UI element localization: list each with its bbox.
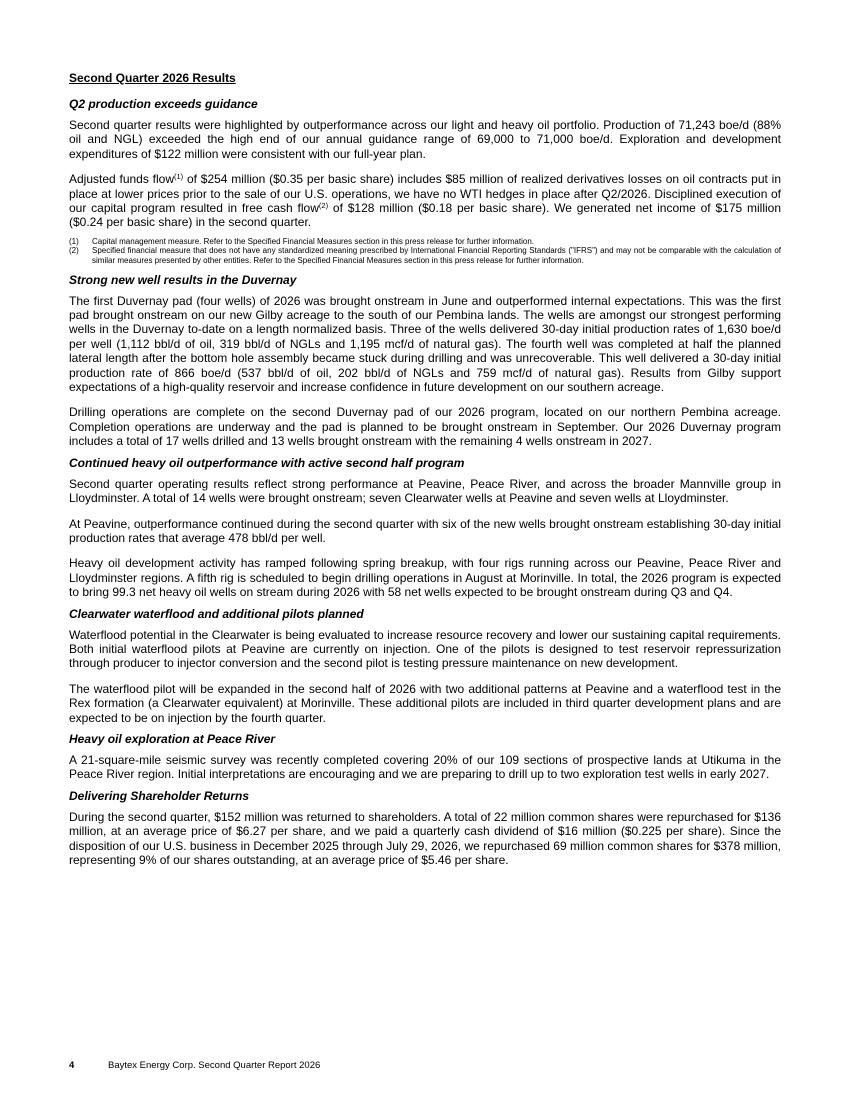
paragraph: At Peavine, outperformance continued during the second quarter with six of the new wells brought onstream establishing 30-day initial production rates that average 478 bbl/d per well. bbox=[69, 516, 781, 545]
paragraph: Second quarter operating results reflect strong performance at Peavine, Peace River, and across the broader Mannville group in Lloydminster. A total of 14 wells were brought onstream; seven Clearwater wells at Peavine and seven wells at Lloydminster. bbox=[69, 476, 781, 506]
page-title: Second Quarter 2026 Results bbox=[69, 71, 236, 85]
paragraph: Second quarter results were highlighted by outperformance across our light and heavy oil portfolio. Production of 71,243 boe/d (88% oil and NGL) exceeded the high end of our annual guidance range of 69,000 to 71,000 boe/d. Exploration and development expenditures of $122 million were consistent with our full-year plan. bbox=[69, 118, 781, 161]
footnotes bbox=[69, 237, 781, 266]
section-heading-waterflood: Clearwater waterflood and additional pilots planned bbox=[69, 606, 364, 621]
section-heading-production: Q2 production exceeds guidance bbox=[69, 97, 258, 111]
footnote bbox=[69, 246, 781, 265]
paragraph: Drilling operations are complete on the second Duvernay pad of our 2026 program, located on our northern Pembina acreage. Completion operations are underway and the pad is planned to be brought onstream in September. Our 2026 Duvernay program includes a total of 17 wells drilled and 13 wells brought onstream with the remaining 4 wells onstream in 2027. bbox=[69, 405, 781, 449]
section-heading-heavy-oil: Continued heavy oil outperformance with active second half program bbox=[69, 455, 465, 470]
paragraph: A 21-square-mile seismic survey was recently completed covering 20% of our 109 sections of prospective lands at Utikuma in the Peace River region. Initial interpretations are encouraging and we are preparing to drill up to two exploration test wells in early 2027. bbox=[69, 752, 781, 782]
paragraph: The waterflood pilot will be expanded in the second half of 2026 with two additional patterns at Peavine and a waterflood test in the Rex formation (a Clearwater equivalent) at Morinville. These additional pilots are included in third quarter development plans and are expected to be on injection by the fourth quarter. bbox=[69, 681, 781, 725]
paragraph: Heavy oil development activity has ramped following spring breakup, with four rigs running across our Peavine, Peace River and Lloydminster regions. A fifth rig is scheduled to begin drilling operations in August at Morinville. In total, the 2026 program is expected to bring 99.3 net heavy oil wells on stream during 2026 with 58 net wells expected to be brought onstream during Q3 and Q4. bbox=[69, 556, 781, 600]
footnote-ref: (2) bbox=[318, 201, 329, 211]
page-number: 4 bbox=[69, 1060, 75, 1071]
section-heading-exploration: Heavy oil exploration at Peace River bbox=[69, 731, 276, 746]
footnote-mark: (2) bbox=[69, 246, 79, 256]
footnote-ref: (1) bbox=[174, 172, 184, 182]
footnote bbox=[69, 237, 781, 247]
footnote-text: Specified financial measure that does not have any standardized meaning prescribed by International Financial Reporting Standards ("IFRS") and may not be comparable with the calculation of similar measures presented by other entities. Refer to the Specified Financial Measures section in this press release for further information. bbox=[92, 246, 781, 266]
document-page bbox=[69, 71, 781, 878]
text-run: of $254 million ($0.35 per basic share) includes $85 million of realized derivatives losses on oil contracts put in place at lower prices prior to the sale of our U.S. operations, we have no WTI hedges in place after Q2/2026. Disciplined execution of our capital program resulted in free cash flow bbox=[69, 172, 781, 216]
section-heading-duvernay: Strong new well results in the Duvernay bbox=[69, 272, 297, 287]
paragraph-adjusted-funds-flow bbox=[69, 172, 781, 230]
footnote-mark: (1) bbox=[69, 236, 79, 246]
report-title: Baytex Energy Corp. Second Quarter Report 2026 bbox=[108, 1060, 321, 1071]
text-run: of $128 million ($0.18 per basic share). We generated net income of $175 million ($0.24 per basic share) in the second quarter. bbox=[69, 201, 781, 230]
section-heading-shareholder-returns: Delivering Shareholder Returns bbox=[69, 788, 250, 803]
paragraph: The first Duvernay pad (four wells) of 2026 was brought onstream in June and outperformed internal expectations. This was the first pad brought onstream on our new Gilby acreage to the south of our Pembina lands. The wells are amongst our strongest performing wells in the Duvernay to-date on a length normalized basis. Three of the wells delivered 30-day initial production rates of 1,630 boe/d per well (1,112 bbl/d of oil, 319 bbl/d of NGLs and 1,195 mcf/d of natural gas). The fourth well was completed at half the planned lateral length after the bottom hole assembly became stuck during drilling and was unrecoverable. This well delivered a 30-day initial production rate of 866 boe/d (537 bbl/d of oil, 202 bbl/d of NGLs and 759 mcf/d of natural gas). Results from Gilby support expectations of a high-quality reservoir and increase confidence in future development on our southern acreage. bbox=[69, 293, 781, 395]
paragraph: Waterflood potential in the Clearwater is being evaluated to increase resource recovery and lower our sustaining capital requirements. Both initial waterflood pilots at Peavine are currently on injection. One of the pilots is designed to test reservoir repressurization through producer to injector conversion and the second pilot is testing pressure maintenance on new development. bbox=[69, 627, 781, 671]
footnote-text: Capital management measure. Refer to the Specified Financial Measures section in this press release for further information. bbox=[92, 236, 534, 246]
paragraph: During the second quarter, $152 million was returned to shareholders. A total of 22 million common shares were repurchased for $136 million, at an average price of $6.27 per share, and we paid a quarterly cash dividend of $16 million ($0.225 per share). Since the disposition of our U.S. business in December 2025 through July 29, 2026, we repurchased 69 million common shares for $378 million, representing 9% of our shares outstanding, at an average price of $5.46 per share. bbox=[69, 809, 781, 867]
page-footer bbox=[69, 1060, 320, 1072]
text-run: Adjusted funds flow bbox=[69, 172, 174, 187]
